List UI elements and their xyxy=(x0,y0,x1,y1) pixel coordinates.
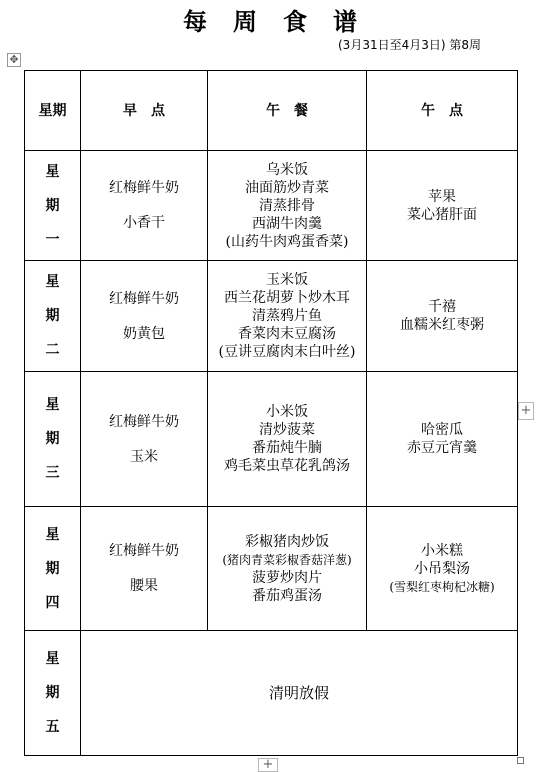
breakfast-item: 红梅鲜牛奶 xyxy=(109,180,179,196)
breakfast-item: 腰果 xyxy=(130,578,158,594)
breakfast-cell-thursday xyxy=(81,507,208,631)
day-char: 星 xyxy=(45,651,60,667)
lunch-cell-thursday xyxy=(208,507,367,631)
table-row xyxy=(25,372,518,507)
lunch-item: (豆讲豆腐肉末白叶丝) xyxy=(218,344,356,360)
table-move-icon[interactable]: ✥ xyxy=(7,53,21,67)
lunch-item: 小米饭 xyxy=(266,404,308,420)
day-cell-wednesday xyxy=(25,372,81,507)
day-char: 期 xyxy=(45,685,60,701)
day-cell-tuesday xyxy=(25,261,81,372)
day-char: 期 xyxy=(45,197,60,214)
snack-item: 哈密瓜 xyxy=(421,422,463,438)
lunch-item: 油面筋炒青菜 xyxy=(245,179,329,196)
day-char: 期 xyxy=(45,431,60,447)
snack-item: 小米糕 xyxy=(421,542,463,559)
header-snack: 午点 xyxy=(367,71,518,151)
add-row-button[interactable]: + xyxy=(258,758,278,772)
breakfast-item: 小香干 xyxy=(123,215,165,231)
holiday-cell-friday: 清明放假 xyxy=(81,631,518,756)
header-day: 星期 xyxy=(25,71,81,151)
snack-item: 小吊梨汤 xyxy=(414,560,470,577)
day-cell-monday xyxy=(25,151,81,261)
day-cell-friday xyxy=(25,631,81,756)
day-char: 星 xyxy=(45,163,60,180)
lunch-cell-wednesday xyxy=(208,372,367,507)
lunch-item: 鸡毛菜虫草花乳鸽汤 xyxy=(224,458,350,474)
day-char: 一 xyxy=(45,231,60,248)
breakfast-item: 红梅鲜牛奶 xyxy=(109,290,179,307)
lunch-cell-tuesday xyxy=(208,261,367,372)
header-row xyxy=(25,71,518,151)
day-char: 五 xyxy=(45,719,60,735)
lunch-item: (猪肉青菜彩椒香菇洋葱) xyxy=(222,552,352,567)
breakfast-cell-tuesday xyxy=(81,261,208,372)
day-char: 四 xyxy=(45,594,60,611)
day-char: 星 xyxy=(45,274,60,290)
page-title: 每周食谱 xyxy=(183,7,383,36)
table-row xyxy=(25,151,518,261)
table-row xyxy=(25,507,518,631)
table-row xyxy=(25,261,518,372)
breakfast-cell-monday xyxy=(81,151,208,261)
day-char: 期 xyxy=(45,308,60,324)
lunch-item: 番茄炖牛腩 xyxy=(252,440,322,456)
breakfast-item: 红梅鲜牛奶 xyxy=(109,413,179,430)
snack-cell-wednesday xyxy=(367,372,518,507)
table-row xyxy=(25,631,518,756)
add-column-button[interactable]: + xyxy=(518,402,534,420)
day-char: 期 xyxy=(45,560,60,577)
snack-cell-tuesday xyxy=(367,261,518,372)
snack-item: (雪梨红枣枸杞冰糖) xyxy=(389,579,495,594)
lunch-item: 西兰花胡萝卜炒木耳 xyxy=(224,290,350,306)
lunch-item: 玉米饭 xyxy=(266,272,308,288)
lunch-item: 清蒸鸦片鱼 xyxy=(252,308,322,324)
lunch-item: 乌米饭 xyxy=(266,161,308,178)
lunch-item: 清蒸排骨 xyxy=(259,197,315,214)
lunch-item: 西湖牛肉羹 xyxy=(252,215,322,232)
breakfast-item: 玉米 xyxy=(130,448,158,465)
lunch-item: 香菜肉末豆腐汤 xyxy=(238,326,336,342)
day-char: 二 xyxy=(45,342,60,358)
snack-item: 千禧 xyxy=(428,299,456,315)
lunch-cell-monday xyxy=(208,151,367,261)
snack-item: 血糯米红枣粥 xyxy=(400,317,484,333)
snack-cell-monday xyxy=(367,151,518,261)
lunch-item: 清炒菠菜 xyxy=(259,422,315,438)
lunch-item: 彩椒猪肉炒饭 xyxy=(245,533,329,550)
snack-item: 菜心猪肝面 xyxy=(407,206,477,223)
header-lunch: 午餐 xyxy=(208,71,367,151)
header-breakfast: 早点 xyxy=(81,71,208,151)
table-resize-handle[interactable] xyxy=(517,757,524,764)
breakfast-cell-wednesday xyxy=(81,372,208,507)
lunch-item: 菠萝炒肉片 xyxy=(252,569,322,586)
snack-cell-thursday xyxy=(367,507,518,631)
snack-item: 苹果 xyxy=(428,188,456,205)
breakfast-item: 红梅鲜牛奶 xyxy=(109,543,179,559)
snack-item: 赤豆元宵羹 xyxy=(407,440,477,456)
day-char: 三 xyxy=(45,465,60,481)
day-char: 星 xyxy=(45,526,60,543)
lunch-item: 番茄鸡蛋汤 xyxy=(252,587,322,604)
week-subtitle: (3月31日至4月3日) 第8周 xyxy=(338,38,481,52)
day-cell-thursday xyxy=(25,507,81,631)
weekly-menu-table xyxy=(24,70,518,756)
breakfast-item: 奶黄包 xyxy=(123,325,165,342)
lunch-item: (山药牛肉鸡蛋香菜) xyxy=(225,233,349,250)
day-char: 星 xyxy=(45,397,60,413)
